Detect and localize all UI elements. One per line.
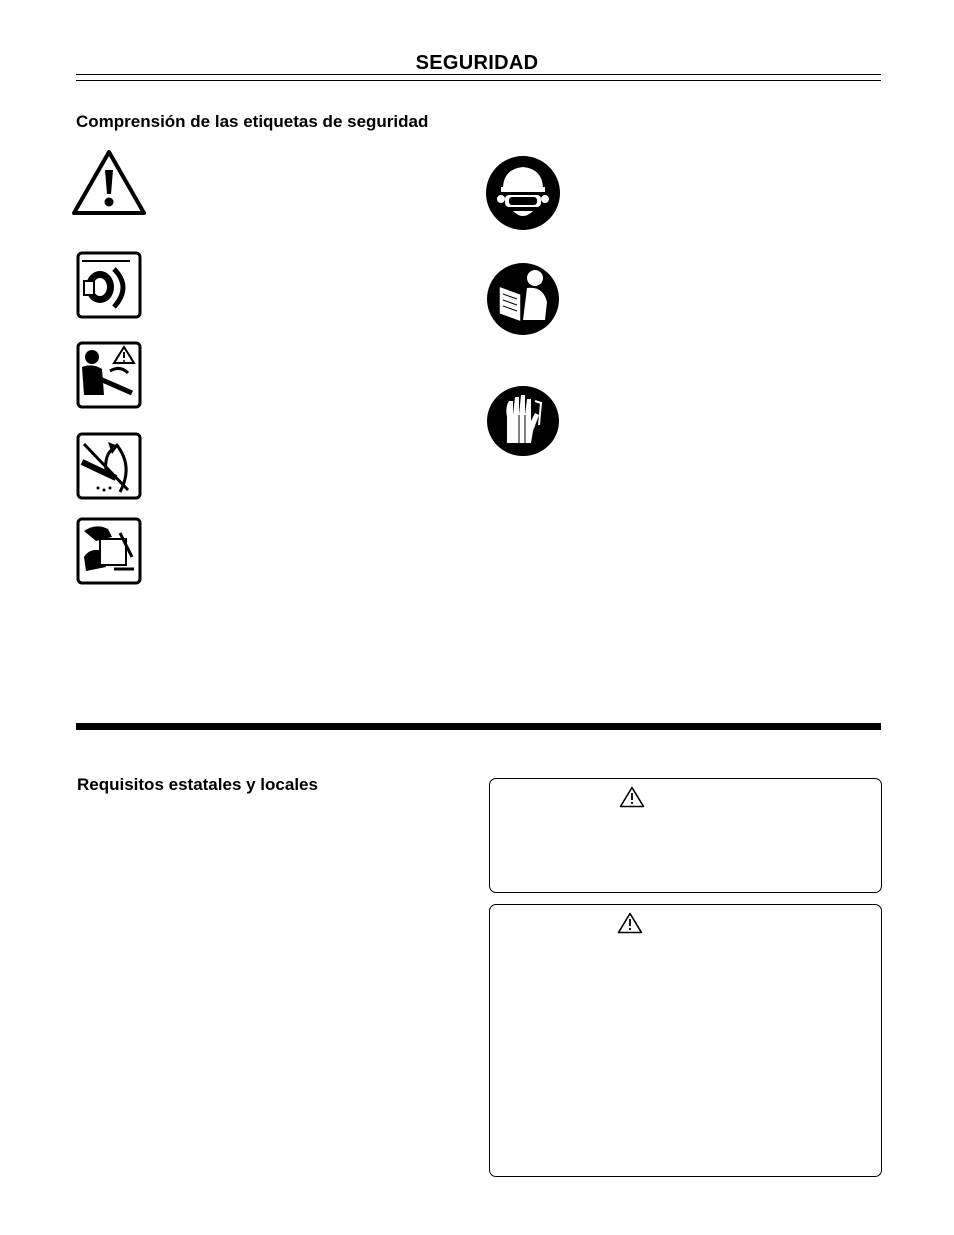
warning-box	[489, 904, 882, 1177]
read-manual-icon	[485, 262, 561, 336]
warning-triangle-icon	[619, 786, 645, 808]
section-heading-requirements: Requisitos estatales y locales	[77, 775, 318, 794]
head-eye-ear-protection-icon	[485, 155, 561, 231]
gloves-icon	[485, 385, 561, 457]
section-heading-labels: Comprensión de las etiquetas de seguridad	[76, 112, 429, 131]
section-divider	[76, 723, 881, 730]
alert-triangle-icon	[70, 148, 148, 218]
header-rule	[76, 80, 881, 81]
warning-triangle-icon	[617, 912, 643, 934]
kickback-warning-icon	[76, 341, 142, 409]
kickback-arrow-icon	[76, 432, 142, 500]
two-hands-grip-icon	[76, 517, 142, 585]
warning-box	[489, 778, 882, 893]
chainsaw-guard-icon	[76, 251, 142, 319]
page-title: SEGURIDAD	[415, 52, 539, 74]
header-rule	[76, 74, 881, 75]
